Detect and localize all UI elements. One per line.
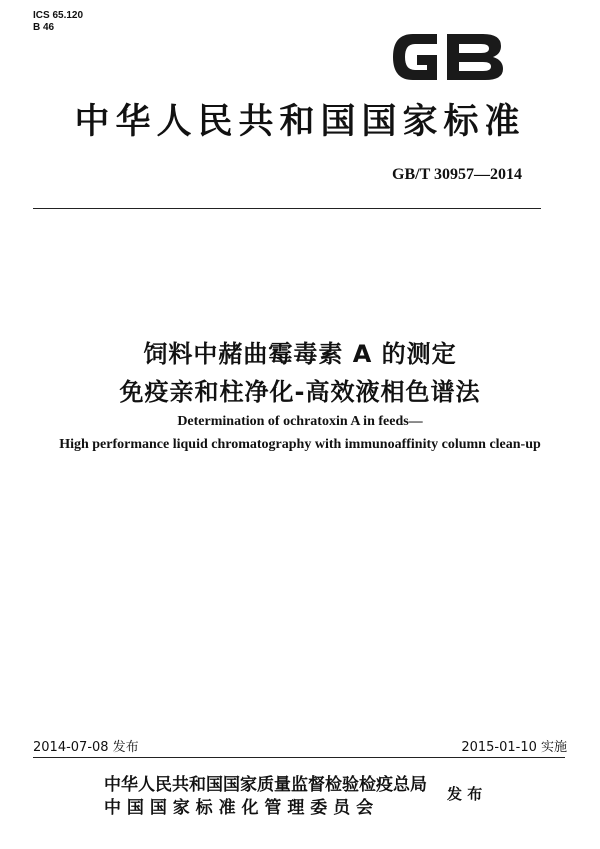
standard-number: GB/T 30957—2014	[392, 166, 522, 183]
implementation-date: 2015-01-10 实施	[461, 740, 567, 755]
publish-label: 发 布	[447, 785, 483, 803]
issue-date: 2014-07-08 发布	[33, 740, 139, 755]
issuer-aqsiq: 中华人民共和国国家质量监督检验检疫总局	[104, 775, 427, 795]
title-zh-line2: 免疫亲和柱净化-高效液相色谱法	[119, 378, 481, 406]
title-zh-line1: 饲料中赭曲霉毒素 A 的测定	[143, 340, 457, 368]
title-en-line1: Determination of ochratoxin A in feeds—	[177, 414, 423, 429]
standard-body-title: 中华人民共和国国家标准	[74, 102, 526, 142]
issuer-sac: 中 国 国 家 标 准 化 管 理 委 员 会	[104, 798, 374, 818]
ics-code: ICS 65.120	[33, 10, 84, 21]
header-divider	[33, 208, 541, 209]
gb-logo-icon	[383, 24, 511, 90]
ccs-code: B 46	[33, 22, 55, 33]
title-en-line2: High performance liquid chromatography with immunoaffinity column clean-up	[59, 437, 541, 452]
footer-divider	[33, 757, 565, 758]
